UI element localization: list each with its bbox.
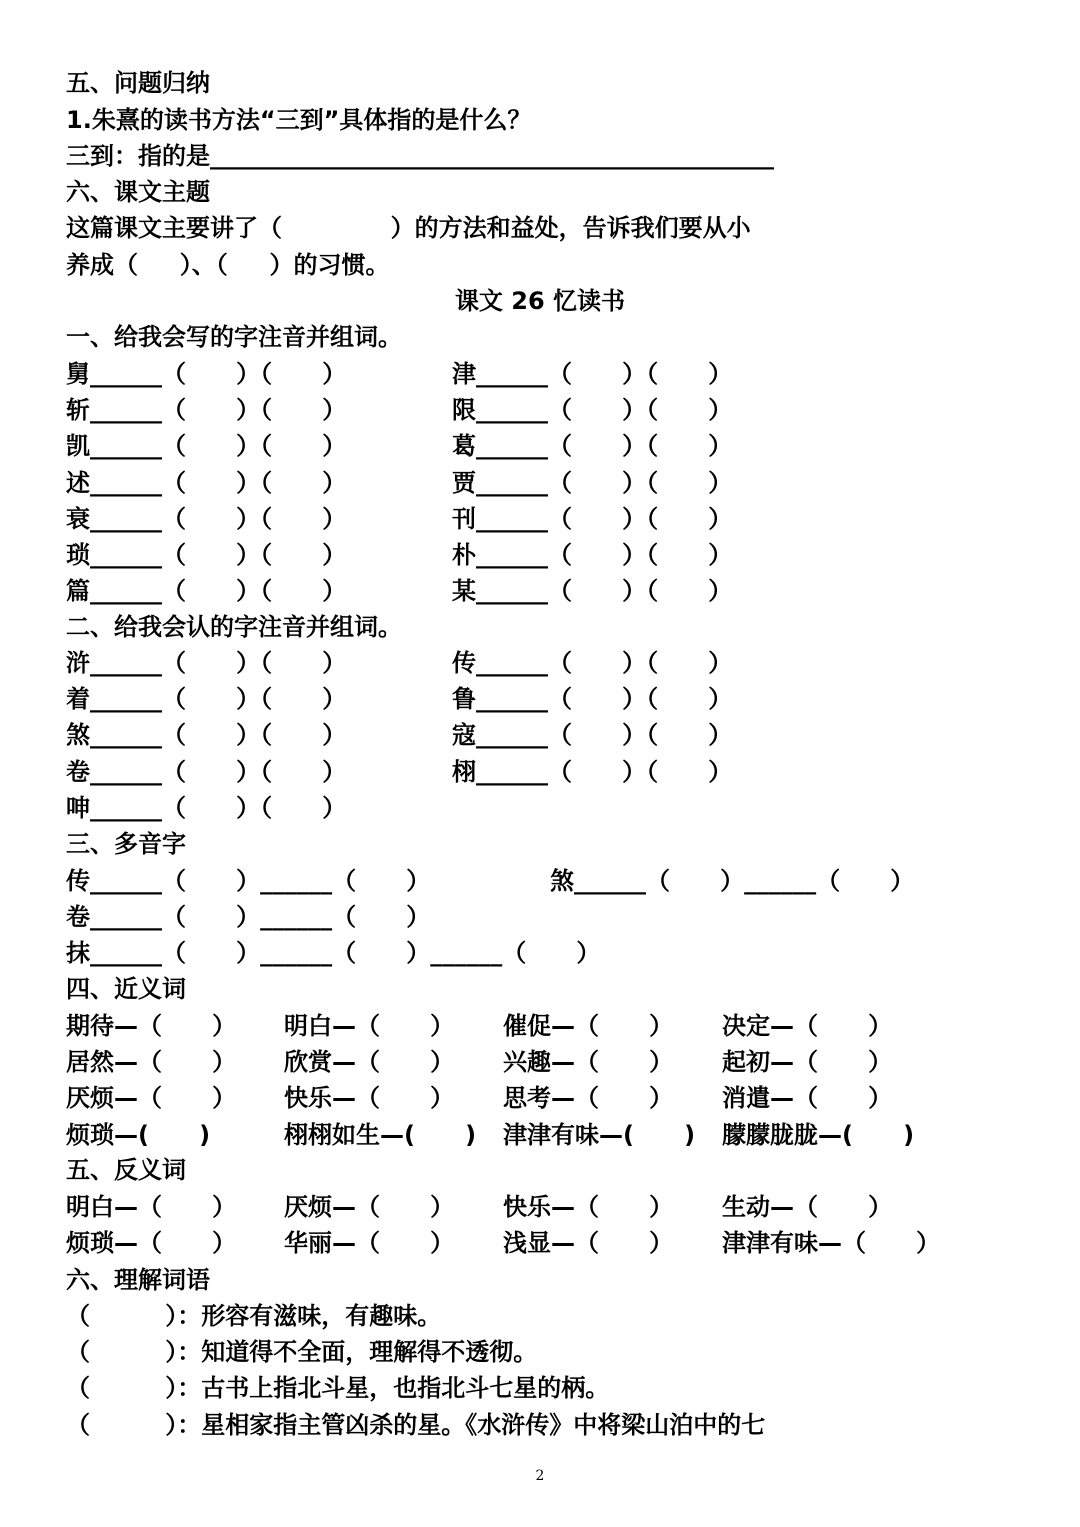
answer-1-blank: 三到：指的是_______________________________________________ — [66, 142, 774, 170]
question-1: 1.朱熹的读书方法“三到”具体指的是什么？ — [66, 106, 532, 134]
antonym-item: 明白—（ ） — [66, 1193, 237, 1221]
write-char-item: 葛______（ ）（ ） — [452, 432, 733, 461]
section-title-read-chars: 二、给我会认的字注音并组词。 — [66, 613, 402, 641]
write-char-item: 刊______（ ）（ ） — [452, 504, 733, 533]
antonym-item: 厌烦—（ ） — [284, 1193, 455, 1221]
section-title-understand-words: 六、理解词语 — [66, 1266, 210, 1294]
synonym-item: 朦朦胧胧—( ) — [722, 1120, 915, 1149]
antonym-item: 生动—（ ） — [722, 1193, 893, 1221]
section-title-synonyms: 四、近义词 — [66, 975, 186, 1003]
page-number: 2 — [535, 1468, 545, 1484]
definition-item: （ ）：古书上指北斗星，也指北斗七星的柄。 — [66, 1374, 610, 1403]
synonym-item: 栩栩如生—( ) — [284, 1120, 477, 1149]
polyphonic-item: 卷______（ ）______（ ） — [66, 903, 431, 932]
read-char-item: 栩______（ ）（ ） — [452, 757, 733, 786]
read-char-item: 呻______（ ）（ ） — [66, 793, 347, 822]
read-char-item: 传______（ ）（ ） — [452, 649, 733, 677]
synonym-item: 津津有味—( ) — [503, 1120, 696, 1149]
section-title-polyphonic: 三、多音字 — [66, 830, 186, 858]
synonym-item: 居然—（ ） — [66, 1048, 237, 1077]
synonym-item: 思考—（ ） — [503, 1084, 674, 1113]
synonym-item: 烦琐—( ) — [66, 1120, 211, 1149]
antonym-item: 快乐—（ ） — [503, 1193, 674, 1221]
write-char-item: 某______（ ）（ ） — [452, 577, 733, 606]
synonym-item: 快乐—（ ） — [284, 1084, 455, 1113]
write-char-item: 贾______（ ）（ ） — [452, 468, 733, 497]
write-char-item: 衰______（ ）（ ） — [66, 504, 347, 533]
read-char-item: 卷______（ ）（ ） — [66, 757, 347, 786]
section-title-theme: 六、课文主题 — [66, 178, 210, 206]
section-title-write-chars: 一、给我会写的字注音并组词。 — [66, 323, 402, 351]
polyphonic-item: 传______（ ）______（ ） — [66, 867, 431, 895]
write-char-item: 述______（ ）（ ） — [66, 468, 347, 497]
write-char-item: 舅______（ ）（ ） — [66, 360, 347, 388]
write-char-item: 朴______（ ）（ ） — [452, 541, 733, 569]
synonym-item: 厌烦—（ ） — [66, 1084, 237, 1113]
antonym-item: 浅显—（ ） — [503, 1229, 674, 1258]
polyphonic-item: 煞______（ ）______（ ） — [550, 867, 915, 895]
write-char-item: 琐______（ ）（ ） — [66, 541, 347, 569]
read-char-item: 煞______（ ）（ ） — [66, 721, 347, 750]
theme-line-2: 养成（ ）、（ ）的习惯。 — [66, 251, 390, 279]
read-char-item: 浒______（ ）（ ） — [66, 649, 347, 677]
synonym-item: 欣赏—（ ） — [284, 1048, 455, 1077]
synonym-item: 明白—（ ） — [284, 1012, 455, 1040]
synonym-item: 兴趣—（ ） — [503, 1048, 674, 1077]
read-char-item: 寇______（ ）（ ） — [452, 721, 733, 750]
write-char-item: 斩______（ ）（ ） — [66, 396, 347, 425]
theme-line-1: 这篇课文主要讲了（ ）的方法和益处，告诉我们要从小 — [66, 214, 751, 242]
section-title-antonyms: 五、反义词 — [66, 1156, 186, 1184]
write-char-item: 篇______（ ）（ ） — [66, 577, 347, 606]
antonym-item: 华丽—（ ） — [284, 1229, 455, 1258]
antonym-item: 烦琐—（ ） — [66, 1229, 237, 1258]
antonym-item: 津津有味—（ ） — [722, 1229, 941, 1258]
read-char-item: 着______（ ）（ ） — [66, 685, 347, 714]
read-char-item: 鲁______（ ）（ ） — [452, 685, 733, 714]
section-title-problems: 五、问题归纳 — [66, 69, 210, 97]
synonym-item: 起初—（ ） — [722, 1048, 893, 1077]
definition-item: （ ）：形容有滋味，有趣味。 — [66, 1302, 442, 1330]
polyphonic-item: 抹______（ ）______（ ）______（ ） — [66, 939, 601, 968]
lesson-title: 课文 26 忆读书 — [454, 287, 626, 315]
synonym-item: 决定—（ ） — [722, 1012, 893, 1040]
synonym-item: 催促—（ ） — [503, 1012, 674, 1040]
definition-item: （ ）：星相家指主管凶杀的星。《水浒传》中将梁山泊中的七 — [66, 1410, 766, 1439]
write-char-item: 津______（ ）（ ） — [452, 360, 733, 388]
write-char-item: 限______（ ）（ ） — [452, 396, 733, 425]
write-char-item: 凯______（ ）（ ） — [66, 432, 347, 461]
synonym-item: 消遣—（ ） — [722, 1084, 893, 1113]
definition-item: （ ）：知道得不全面，理解得不透彻。 — [66, 1338, 538, 1367]
synonym-item: 期待—（ ） — [66, 1012, 237, 1040]
